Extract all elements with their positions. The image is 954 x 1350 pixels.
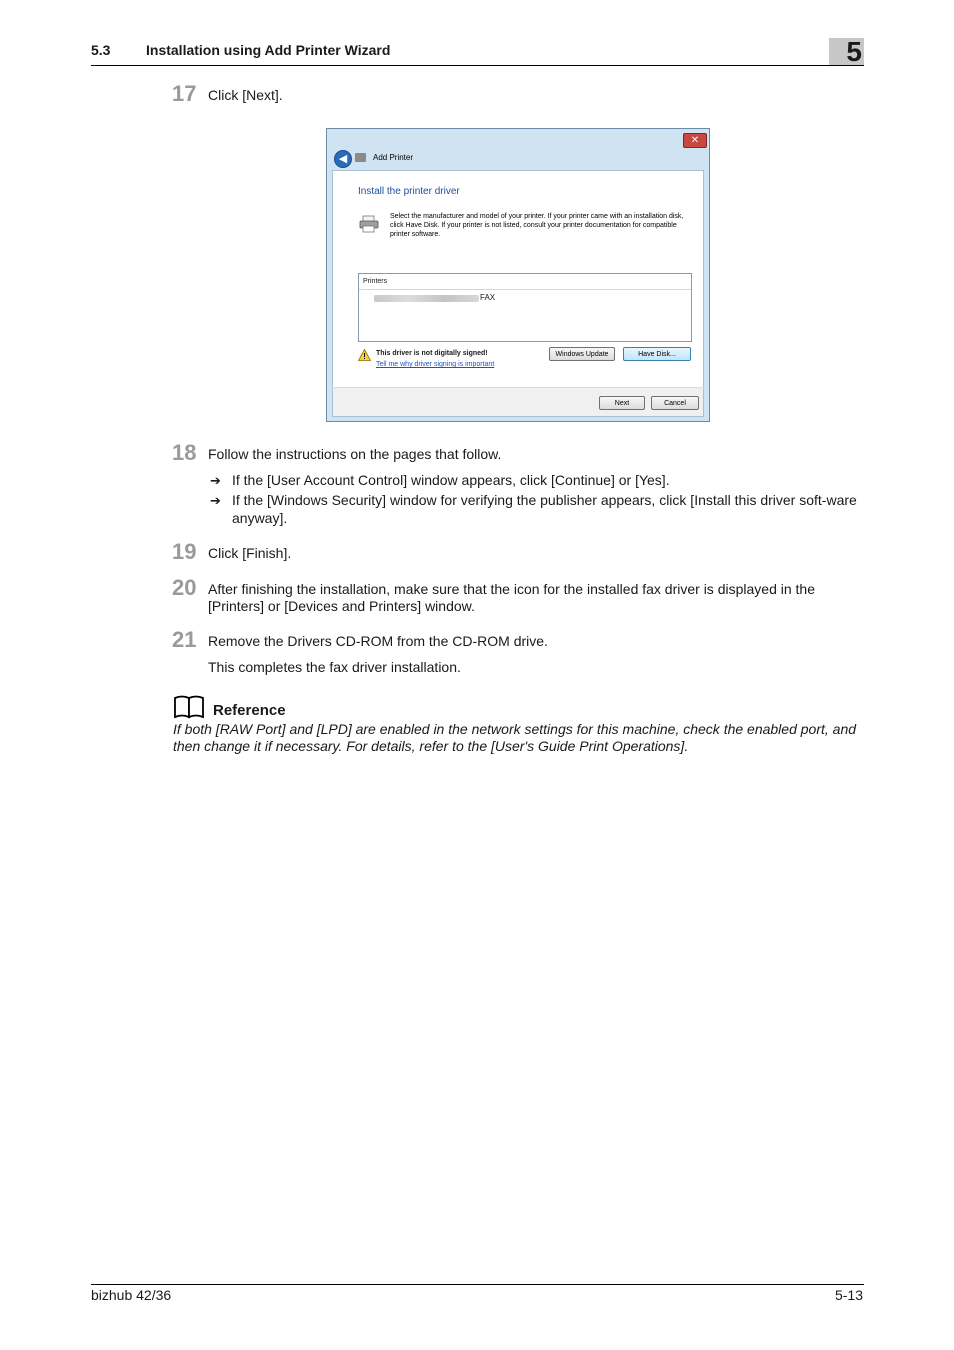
step-number: 19	[172, 539, 197, 564]
printer-icon	[359, 215, 379, 233]
step-number: 21	[172, 627, 197, 652]
step-text: Remove the Drivers CD-ROM from the CD-ROM drive.	[208, 633, 548, 649]
dialog-footer	[333, 388, 703, 416]
windows-update-button[interactable]: Windows Update	[549, 347, 615, 361]
back-arrow-icon[interactable]: ◀	[334, 150, 352, 168]
cancel-button[interactable]: Cancel	[651, 396, 699, 410]
dialog-description: Select the manufacturer and model of your printer. If your printer came with an installation disk, click Have Disk. If your printer is not listed, consult your printer documentation for compatible printer software.	[390, 213, 684, 238]
step-number: 18	[172, 440, 197, 465]
driver-signing-link[interactable]: Tell me why driver signing is important	[376, 361, 495, 368]
header-divider	[91, 65, 864, 66]
printers-list[interactable]	[358, 273, 692, 342]
have-disk-button[interactable]: Have Disk...	[623, 347, 691, 361]
footer-divider	[91, 1284, 864, 1285]
reference-title: Reference	[213, 702, 286, 719]
step-text: Click [Next].	[208, 87, 283, 103]
dialog-heading: Install the printer driver	[358, 186, 460, 197]
section-title: Installation using Add Printer Wizard	[146, 42, 391, 58]
arrow-icon: ➔	[210, 493, 221, 508]
unsigned-driver-warning: This driver is not digitally signed!	[376, 350, 488, 357]
step-number: 17	[172, 81, 197, 106]
arrow-icon: ➔	[210, 473, 221, 488]
step-text: Follow the instructions on the pages that follow.	[208, 446, 502, 462]
product-name: bizhub 42/36	[91, 1287, 172, 1303]
sub-step-text: If the [Windows Security] window for verifying the publisher appears, click [Install this driver soft-ware anyway].	[232, 492, 857, 526]
dialog-window-title: Add Printer	[373, 153, 414, 162]
book-icon	[173, 695, 207, 719]
reference-text: If both [RAW Port] and [LPD] are enabled in the network settings for this machine, check the enabled port, and then change it if necessary. For details, refer to the [User's Guide Print Operations].	[173, 721, 857, 754]
chapter-number: 5	[846, 36, 862, 67]
blurred-model-name	[374, 295, 479, 302]
printers-column-label: Printers	[363, 278, 388, 285]
close-icon[interactable]: ✕	[683, 133, 707, 148]
warning-icon	[358, 349, 371, 361]
dialog-divider	[332, 387, 704, 388]
completion-note: This completes the fax driver installation.	[208, 659, 461, 675]
printers-list-header	[359, 274, 691, 290]
sub-step-text: If the [User Account Control] window appears, click [Continue] or [Yes].	[232, 472, 670, 488]
step-text: Click [Finish].	[208, 545, 292, 561]
page-number: 5-13	[834, 1287, 863, 1303]
list-item[interactable]: FAX	[480, 293, 496, 302]
section-number: 5.3	[91, 42, 111, 58]
step-text: After finishing the installation, make sure that the icon for the installed fax driver is displayed in the [Printers] or [Devices and Printers] window.	[208, 581, 815, 614]
add-printer-dialog	[326, 128, 710, 422]
step-number: 20	[172, 575, 197, 600]
next-button[interactable]: Next	[599, 396, 645, 410]
printer-icon	[355, 153, 366, 162]
